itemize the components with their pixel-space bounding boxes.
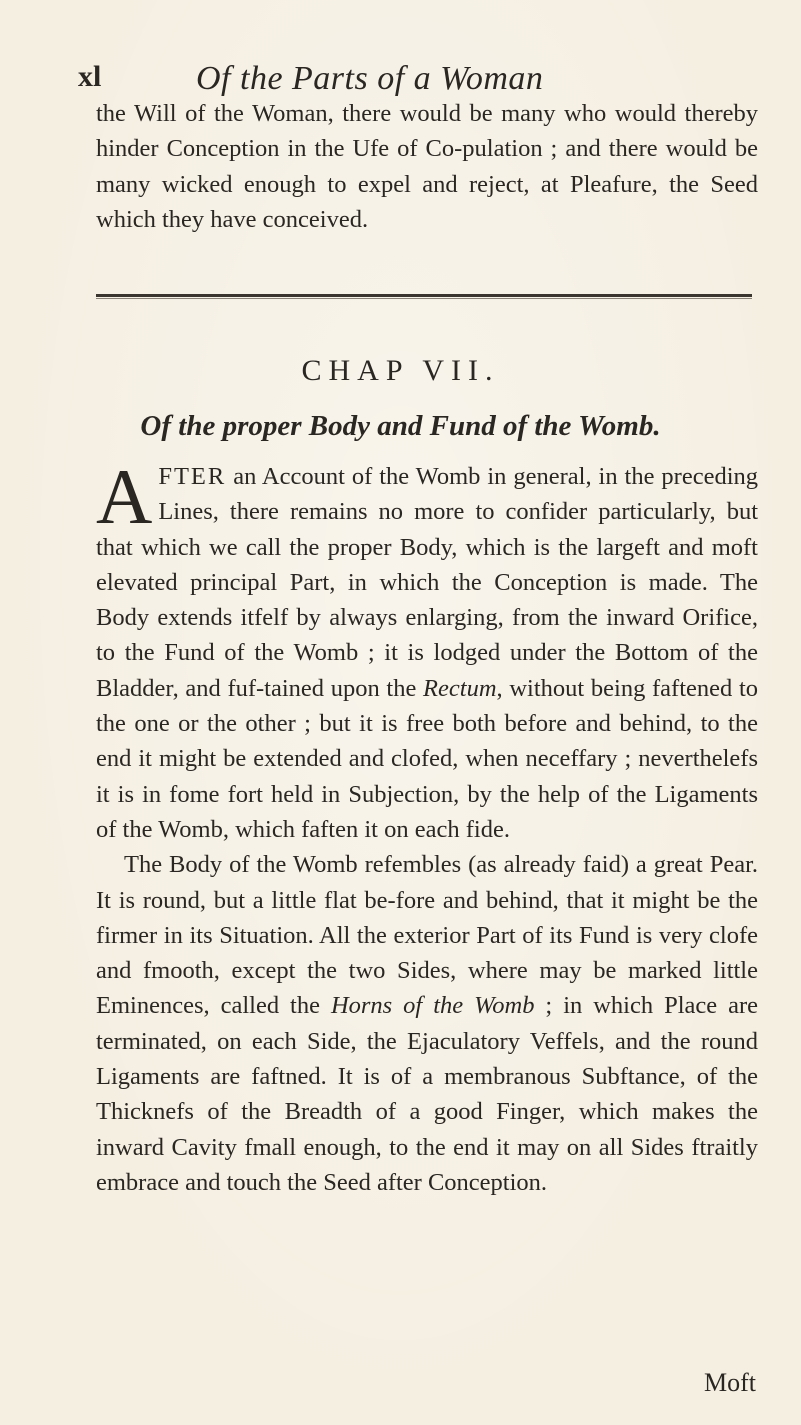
drop-cap: A [96,453,153,540]
paragraph-1 [96,453,758,847]
section-rule [96,294,752,297]
paragraph-1-text-cont: , without being faftened to the one or the other ; but it is free both before and behind, to the end it might be extended and clofed, when neceffary ; neverthelefs it is in fome fort held in Subjection, by the help of the Ligaments of the Womb, which faften it on each fide. [96,674,758,843]
intro-paragraph [96,96,758,237]
paragraph-1-text: an Account of the Womb in general, in the preceding Lines, there remains no more to confider particularly, but that which we call the proper Body, which is the largeft and moft elevated principal Part, in which the Conception is made. The Body extends itfelf by always enlarging, from the inward Orifice, to the Fund of the Womb ; it is lodged under the Bottom of the Bladder, and fuf-tained upon the [96,463,758,702]
catchword: Moft [704,1368,756,1397]
paragraph-2-text-cont: ; in which Place are terminated, on each Side, the Ejaculatory Veffels, and the round Ligaments are faftned. It is of a membranous Subftance, of the Thicknefs of the Breadth of a good Finger, which makes the inward Cavity fmall enough, to the end it may on all Sides ftraitly embrace and touch the Seed after Conception. [96,992,758,1196]
running-title: Of the Parts of a Woman [196,60,544,97]
paragraph-1-italic-rectum: Rectum [423,674,497,702]
section-rule-thin [96,298,752,299]
paragraph-2-italic-horns: Horns of the Womb [330,992,535,1020]
page-number: xl [78,60,102,93]
paragraph-2-text: The Body of the Womb refembles (as already faid) a great Pear. It is round, but a little flat be-fore and behind, that it might be the firmer in its Situation. All the exterior Part of its Fund is very clofe and fmooth, except the two Sides, where may be marked little Eminences, called the [96,851,758,1020]
chapter-subtitle: Of the proper Body and Fund of the Womb. [140,410,661,442]
running-head [78,60,761,100]
paragraph-2 [96,847,758,1200]
intro-text: the Will of the Woman, there would be many who would thereby hinder Conception in the Ufe of Co-pulation ; and there would be many wicked enough to expel and reject, at Pleafure, the Seed which they have conceived. [96,100,758,233]
paragraph-1-lead: FTER [158,463,227,490]
chapter-body [96,453,758,1200]
chapter-heading: CHAP VII. [301,354,500,387]
